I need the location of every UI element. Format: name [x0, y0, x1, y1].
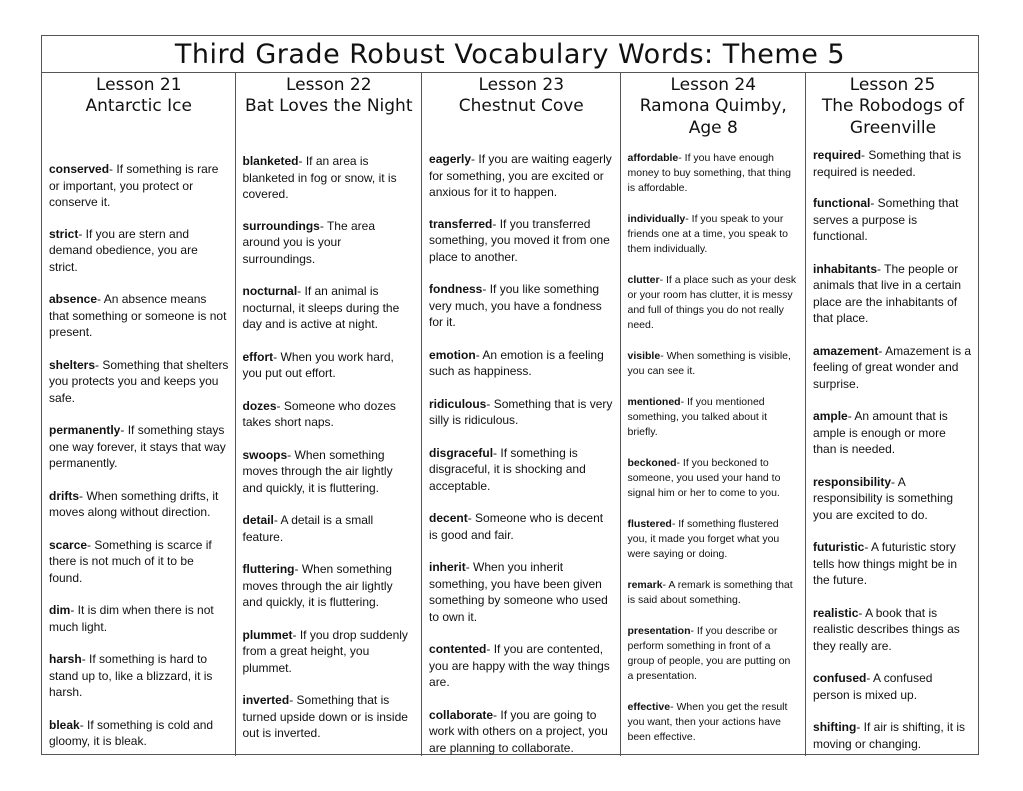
lesson-header: [49, 75, 229, 161]
vocab-separator: -: [858, 605, 863, 620]
vocab-separator: -: [79, 488, 83, 503]
vocab-definition: If you are waiting eagerly for something, you are excited or anxious for it to happen.: [429, 152, 612, 199]
vocab-word: transferred: [429, 216, 493, 231]
vocab-word: shifting: [813, 720, 857, 734]
vocab-separator: -: [298, 154, 303, 168]
vocab-entry: [49, 422, 229, 472]
vocab-separator: -: [877, 261, 882, 276]
vocab-entry: [628, 273, 800, 333]
vocab-definition: Amazement is a feeling of great wonder and surprise.: [813, 343, 972, 391]
vocab-separator: -: [120, 423, 125, 437]
vocab-entry: [813, 605, 972, 655]
vocab-entry: [429, 641, 613, 691]
vocab-separator: -: [471, 152, 476, 166]
vocab-definition: When something moves through the air lightly and quickly, it is fluttering.: [242, 447, 393, 495]
lesson-column: [236, 73, 423, 756]
vocab-separator: -: [319, 218, 324, 233]
vocab-separator: -: [870, 196, 875, 210]
vocab-word: realistic: [813, 605, 859, 620]
vocab-entry: [429, 707, 613, 757]
vocab-separator: -: [891, 474, 896, 489]
vocab-word: decent: [429, 511, 468, 525]
vocab-word: fluttering: [242, 562, 295, 576]
lesson-column: [422, 73, 620, 756]
vocab-definition: If you are contented, you are happy with the way things are.: [429, 642, 610, 689]
vocab-entry: [628, 212, 800, 257]
vocab-separator: -: [690, 625, 695, 637]
vocab-entry: [813, 261, 972, 327]
vocab-separator: -: [475, 347, 480, 362]
vocab-entry: [429, 347, 613, 380]
vocab-separator: -: [289, 693, 294, 707]
vocab-entry: [429, 445, 613, 495]
vocab-word: fondness: [429, 282, 483, 296]
lesson-header: [429, 75, 613, 151]
vocab-entry: [628, 456, 800, 501]
vocab-definition: When something moves through the air lightly and quickly, it is fluttering.: [242, 562, 393, 609]
vocab-word: required: [813, 148, 862, 162]
vocab-definition: If you speak to your friends one at a time, you speak to them individually.: [627, 213, 789, 255]
vocab-entry: [243, 512, 416, 545]
vocab-word: inherit: [429, 560, 466, 574]
lesson-number: Lesson 22: [285, 75, 372, 95]
lesson-number: Lesson 21: [95, 75, 182, 95]
vocab-definition: The people or animals that live in a certain place are the inhabitants of that place.: [813, 261, 962, 325]
vocab-entry: [49, 226, 229, 276]
vocab-entry: [243, 218, 416, 268]
vocab-separator: -: [81, 652, 86, 666]
vocab-entry: [628, 517, 800, 562]
vocab-separator: -: [493, 445, 498, 460]
vocab-word: eagerly: [429, 152, 472, 166]
vocab-separator: -: [294, 562, 299, 576]
vocabulary-sheet: [41, 35, 979, 755]
vocab-word: harsh: [49, 652, 82, 666]
vocab-separator: -: [670, 701, 674, 713]
lessons-row: [42, 73, 978, 756]
vocab-entry: [49, 602, 229, 635]
vocab-separator: -: [493, 707, 498, 722]
vocab-separator: -: [70, 603, 75, 617]
vocab-word: effort: [242, 349, 274, 364]
vocab-separator: -: [467, 511, 472, 525]
vocab-separator: -: [878, 343, 883, 358]
page-title: Third Grade Robust Vocabulary Words: Theme 5: [42, 36, 978, 73]
vocab-entry: [49, 291, 229, 341]
lesson-header: [243, 75, 416, 153]
vocab-entry: [813, 719, 972, 752]
vocab-entry: [49, 537, 229, 587]
vocab-word: contented: [429, 642, 487, 656]
vocab-definition: If you are going to work with others on a project, you are planning to collaborate.: [429, 707, 608, 755]
vocab-word: ample: [813, 409, 848, 423]
vocab-separator: -: [287, 447, 292, 462]
vocab-word: mentioned: [627, 396, 681, 408]
vocab-definition: Someone who dozes takes short naps.: [242, 398, 396, 429]
vocab-definition: An emotion is a feeling such as happiness.: [429, 347, 604, 378]
vocab-definition: The area around you is your surroundings.: [242, 218, 375, 266]
vocab-word: surroundings: [242, 218, 320, 233]
vocab-word: nocturnal: [242, 284, 298, 298]
vocab-separator: -: [273, 349, 278, 364]
vocab-definition: When something drifts, it moves along without direction.: [49, 488, 219, 519]
vocab-definition: If you have enough money to buy something, that thing is affordable.: [627, 152, 791, 194]
vocab-definition: A detail is a small feature.: [242, 513, 374, 544]
vocab-entry: [49, 357, 229, 407]
vocab-word: visible: [627, 350, 661, 362]
vocab-separator: -: [660, 350, 664, 362]
vocab-entry: [813, 147, 972, 180]
vocab-entry: [628, 349, 800, 379]
vocab-entry: [813, 670, 972, 703]
vocab-definition: If you like something very much, you have a fondness for it.: [429, 282, 602, 329]
vocab-definition: A book that is realistic describes things as they really are.: [813, 605, 960, 653]
vocab-separator: -: [492, 216, 497, 231]
vocab-definition: When you inherit something, you have been given something by someone who used to own it.: [429, 560, 608, 624]
vocab-entry: [243, 283, 416, 333]
lesson-header: [813, 75, 972, 147]
vocab-definition: If you beckoned to someone, you used your hand to signal him or her to come to you.: [627, 457, 781, 499]
vocab-definition: When you work hard, you put out effort.: [242, 349, 394, 380]
lesson-number: Lesson 23: [478, 75, 565, 95]
vocab-word: permanently: [49, 423, 121, 437]
vocab-word: detail: [242, 513, 274, 527]
vocab-separator: -: [276, 398, 281, 413]
vocab-separator: -: [109, 162, 114, 176]
vocab-entry: [813, 195, 972, 245]
vocab-entry: [628, 624, 800, 684]
vocab-separator: -: [273, 513, 278, 527]
vocab-entry: [243, 398, 416, 431]
vocab-word: collaborate: [429, 707, 494, 722]
vocab-separator: -: [95, 357, 100, 372]
vocab-entry: [243, 153, 416, 203]
vocab-word: presentation: [627, 625, 691, 637]
vocab-word: flustered: [627, 518, 672, 530]
vocab-word: plummet: [242, 627, 293, 642]
vocab-separator: -: [486, 396, 491, 411]
vocab-entry: [628, 578, 800, 608]
vocab-word: strict: [49, 226, 79, 241]
vocab-definition: If an animal is nocturnal, it sleeps during the day and is active at night.: [242, 284, 400, 331]
vocab-definition: Something that is required is needed.: [813, 148, 962, 179]
vocab-entry: [813, 408, 972, 458]
vocab-word: amazement: [813, 343, 879, 358]
vocab-separator: -: [866, 671, 871, 685]
vocab-definition: If something is hard to stand up to, like a blizzard, it is harsh.: [49, 652, 213, 699]
vocab-separator: -: [678, 152, 682, 164]
vocab-separator: -: [676, 457, 681, 469]
vocab-word: individually: [627, 213, 686, 225]
vocab-definition: An amount that is ample is enough or more than is needed.: [813, 409, 948, 456]
vocab-entry: [49, 161, 229, 211]
vocab-separator: -: [297, 284, 302, 298]
vocab-word: absence: [49, 292, 98, 306]
vocab-definition: A futuristic story tells how things might be in the future.: [813, 540, 958, 587]
vocab-separator: -: [861, 148, 866, 162]
vocab-definition: If you mentioned something, you talked about it briefly.: [627, 396, 768, 438]
vocab-word: disgraceful: [429, 445, 494, 460]
vocab-word: bleak: [49, 717, 80, 732]
vocab-definition: If something is cold and gloomy, it is bleak.: [49, 717, 214, 748]
vocab-entry: [429, 510, 613, 543]
vocab-separator: -: [671, 518, 676, 530]
story-title: Antarctic Ice: [85, 96, 192, 117]
vocab-separator: -: [685, 213, 689, 225]
vocab-entry: [429, 396, 613, 429]
vocab-definition: An absence means that something or someone is not present.: [49, 292, 227, 339]
vocab-separator: -: [482, 282, 487, 296]
vocab-word: ridiculous: [429, 396, 487, 411]
vocab-word: affordable: [627, 152, 679, 164]
vocab-definition: Something that serves a purpose is functional.: [813, 196, 959, 243]
vocab-word: blanketed: [242, 154, 299, 168]
vocab-entry: [813, 474, 972, 524]
vocab-definition: Something that shelters you protects you and keeps you safe.: [49, 357, 229, 405]
vocab-separator: -: [79, 717, 84, 732]
vocab-entry: [429, 216, 613, 266]
vocab-entry: [243, 447, 416, 497]
vocab-entry: [429, 559, 613, 625]
vocab-entry: [49, 651, 229, 701]
vocab-separator: -: [847, 409, 852, 423]
story-title: Ramona Quimby, Age 8: [639, 96, 787, 138]
vocab-definition: If you drop suddenly from a great height, you plummet.: [242, 627, 408, 675]
vocab-entry: [628, 151, 800, 196]
vocab-word: beckoned: [627, 457, 677, 469]
vocab-word: conserved: [49, 162, 110, 176]
vocab-entry: [628, 700, 800, 745]
vocab-word: shelters: [49, 357, 96, 372]
vocab-separator: -: [864, 540, 869, 554]
vocab-definition: When you get the result you want, then your actions have been effective.: [627, 701, 788, 743]
vocab-word: dim: [49, 603, 71, 617]
vocab-separator: -: [680, 396, 685, 408]
vocab-entry: [429, 151, 613, 201]
lesson-column: [806, 73, 978, 756]
vocab-definition: If something flustered you, it made you forget what you were saying or doing.: [627, 518, 780, 560]
vocab-separator: -: [856, 720, 861, 734]
vocab-separator: -: [292, 627, 297, 642]
lesson-column: [42, 73, 236, 756]
vocab-separator: -: [87, 537, 92, 552]
vocab-definition: If something is disgraceful, it is shocking and acceptable.: [429, 445, 586, 493]
vocab-separator: -: [486, 642, 491, 656]
vocab-entry: [243, 561, 416, 611]
vocab-entry: [628, 395, 800, 440]
vocab-definition: If you describe or perform something in front of a group of people, you are putting on a presentation.: [627, 625, 791, 682]
vocab-definition: If air is shifting, it is moving or changing.: [813, 720, 966, 751]
vocab-word: scarce: [49, 537, 88, 552]
vocab-definition: When something is visible, you can see it.: [627, 350, 791, 377]
vocab-definition: If you transferred something, you moved it from one place to another.: [429, 216, 610, 264]
vocab-definition: Someone who is decent is good and fair.: [429, 511, 604, 542]
vocab-definition: A remark is something that is said about something.: [627, 579, 793, 606]
vocab-word: functional: [813, 196, 871, 210]
vocab-word: dozes: [242, 398, 277, 413]
vocab-definition: If an area is blanketed in fog or snow, it is covered.: [242, 154, 397, 201]
vocab-definition: A confused person is mixed up.: [813, 671, 933, 702]
vocab-entry: [813, 343, 972, 393]
vocab-entry: [49, 717, 229, 750]
vocab-word: clutter: [627, 274, 660, 286]
vocab-word: swoops: [242, 447, 288, 462]
vocab-entry: [49, 488, 229, 521]
vocab-definition: If something is rare or important, you protect or conserve it.: [49, 162, 219, 209]
vocab-definition: If a place such as your desk or your room has clutter, it is messy and full of things you do not really need.: [627, 274, 797, 331]
story-title: Chestnut Cove: [458, 96, 584, 117]
story-title: Bat Loves the Night: [245, 96, 413, 117]
vocab-separator: -: [659, 274, 664, 286]
vocab-separator: -: [662, 579, 667, 591]
vocab-definition: Something is scarce if there is not much of it to be found.: [49, 537, 212, 585]
vocab-word: inhabitants: [813, 261, 878, 276]
vocab-separator: -: [78, 226, 83, 241]
vocab-definition: A responsibility is something you are excited to do.: [813, 474, 954, 522]
vocab-definition: If something stays one way forever, it stays that way permanently.: [49, 423, 226, 470]
vocab-definition: If you are stern and demand obedience, you are strict.: [49, 226, 198, 274]
vocab-word: inverted: [242, 693, 290, 707]
vocab-definition: Something that is turned upside down or is inside out is inverted.: [242, 693, 408, 740]
lesson-column: [621, 73, 807, 756]
vocab-separator: -: [97, 292, 102, 306]
lesson-number: Lesson 25: [849, 75, 936, 95]
vocab-separator: -: [465, 560, 470, 574]
lesson-header: [628, 75, 800, 151]
vocab-entry: [243, 349, 416, 382]
vocab-word: drifts: [49, 488, 79, 503]
vocab-entry: [243, 692, 416, 742]
vocab-word: effective: [627, 701, 671, 713]
vocab-word: emotion: [429, 347, 476, 362]
vocab-entry: [813, 539, 972, 589]
lesson-number: Lesson 24: [670, 75, 757, 95]
vocab-entry: [429, 281, 613, 331]
vocab-entry: [243, 627, 416, 677]
vocab-definition: Something that is very silly is ridiculous.: [429, 396, 613, 427]
vocab-word: responsibility: [813, 474, 892, 489]
vocab-word: confused: [813, 671, 867, 685]
vocab-word: futuristic: [813, 540, 865, 554]
story-title: The Robodogs of Greenville: [821, 96, 965, 138]
vocab-word: remark: [627, 579, 663, 591]
vocab-definition: It is dim when there is not much light.: [49, 603, 214, 634]
